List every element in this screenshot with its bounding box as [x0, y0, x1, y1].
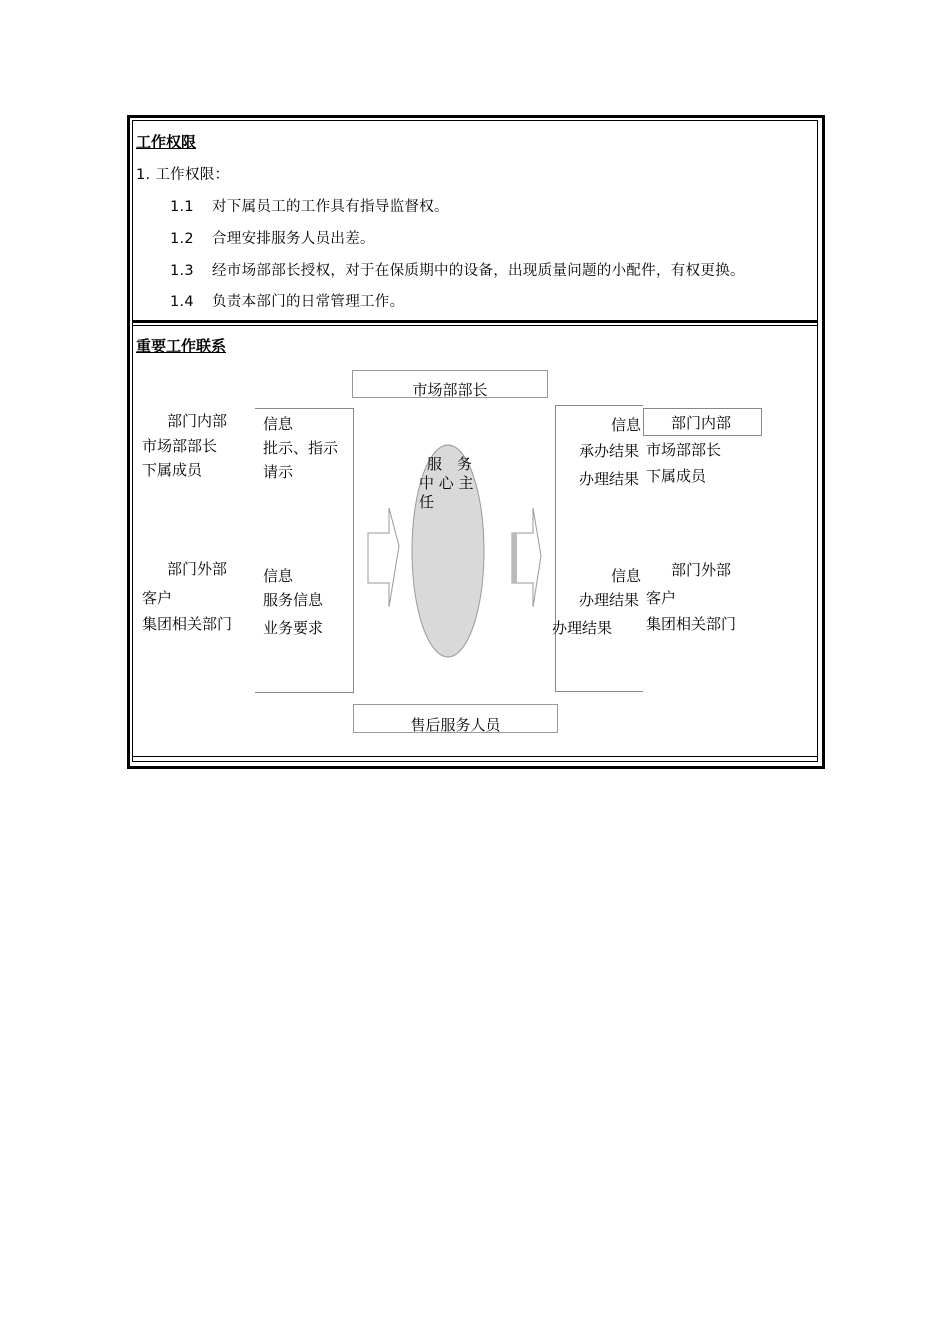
left-external-item: 信息: [263, 567, 294, 585]
item-text: 负责本部门的日常管理工作。: [212, 294, 405, 310]
right-internal-party: 下属成员: [646, 467, 707, 485]
top-box-label: 市场部部长: [412, 381, 488, 398]
center-label: 任: [419, 493, 435, 511]
right-arrow-shade: [512, 533, 517, 583]
item-number: 1.1: [170, 199, 194, 215]
right-internal-item: 信息: [611, 416, 642, 434]
left-internal-title: 部门内部: [167, 412, 228, 430]
left-internal-item: 请示: [263, 463, 294, 481]
center-label: 中 心 主: [419, 474, 474, 492]
right-external-item: 办理结果: [579, 591, 640, 609]
authority-heading: 工作权限: [136, 133, 197, 151]
right-internal-item: 承办结果: [579, 442, 640, 460]
bottom-box: [353, 704, 558, 733]
right-internal-title-box: [643, 408, 762, 436]
right-external-party: 集团相关部门: [646, 615, 737, 633]
left-arrow: [368, 508, 399, 607]
left-external-party: 集团相关部门: [142, 615, 233, 633]
bottom-box-label: 售后服务人员: [410, 716, 501, 733]
right-external-title: 部门外部: [671, 561, 732, 579]
left-external-item: 服务信息: [263, 591, 324, 609]
right-external-party: 客户: [646, 589, 677, 607]
left-external-title: 部门外部: [167, 560, 228, 578]
item-text: 经市场部部长授权，对于在保质期中的设备，出现质量问题的小配件，有权更换。: [212, 263, 745, 279]
right-internal-item: 办理结果: [579, 470, 640, 488]
left-internal-item: 信息: [263, 415, 294, 433]
item-number: 1.3: [170, 263, 194, 279]
left-internal-item: 批示、指示: [263, 439, 339, 457]
right-external-item: 办理结果: [552, 619, 613, 637]
center-label: 服 务: [427, 455, 473, 473]
item-text: 对下属员工的工作具有指导监督权。: [212, 199, 449, 215]
top-box: [352, 370, 548, 398]
left-internal-party: 下属成员: [142, 461, 203, 479]
left-internal-party: 市场部部长: [142, 437, 218, 455]
right-internal-party: 市场部部长: [646, 441, 722, 459]
authority-intro: 1. 工作权限：: [136, 167, 230, 183]
right-external-item: 信息: [611, 567, 642, 585]
right-internal-title: 部门内部: [671, 414, 732, 432]
bottom-rule: [132, 756, 818, 757]
item-number: 1.2: [170, 231, 194, 247]
left-external-party: 客户: [142, 589, 173, 607]
item-text: 合理安排服务人员出差。: [212, 231, 375, 247]
relations-heading: 重要工作联系: [136, 337, 227, 355]
item-number: 1.4: [170, 294, 194, 310]
left-external-item: 业务要求: [263, 619, 324, 637]
